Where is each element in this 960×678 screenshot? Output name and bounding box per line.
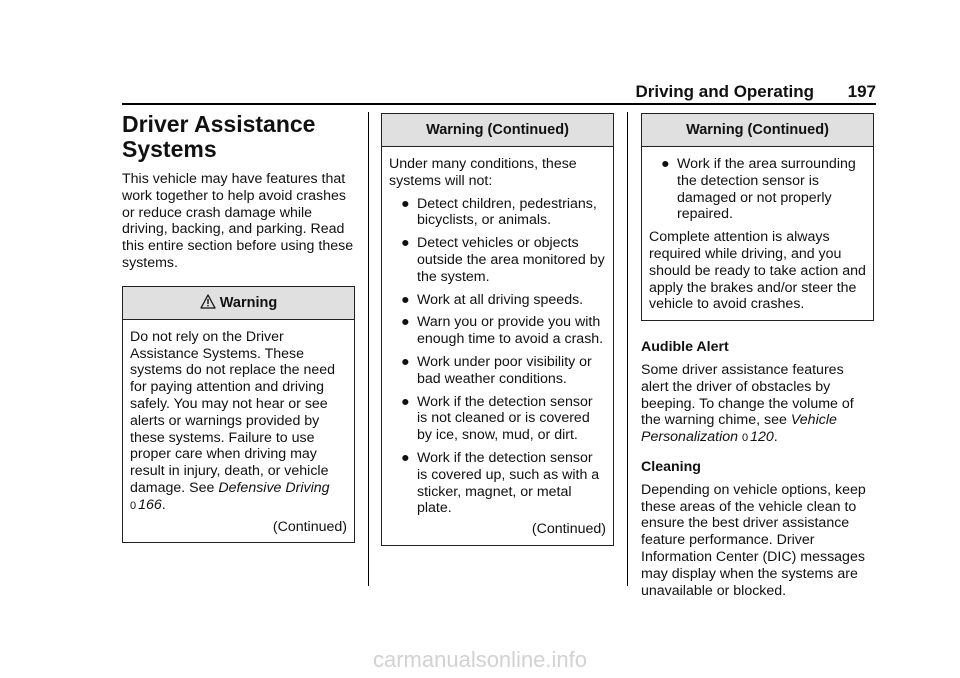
column-divider-2 bbox=[627, 112, 628, 586]
list-item: ● Detect children, pedestrians, bicyclists, or animals. bbox=[401, 195, 597, 229]
warning-continued-header-2: Warning (Continued) bbox=[642, 114, 873, 147]
warning-text: Do not rely on the Driver Assistance Systems. These systems do not replace the need for paying attention and driving safely. You may not hear or see alerts or warnings provided by these systems. Failure to use proper care when driving may result in injury, death, or vehicle damage. See Defensive Driving 0 166. bbox=[130, 328, 336, 513]
column-3 bbox=[641, 113, 874, 599]
page-reference-icon: 0 bbox=[741, 432, 749, 445]
list-item: ● Work if the area surrounding the detection sensor is damaged or not properly repaired. bbox=[661, 156, 856, 223]
warning-text-main: Do not rely on the Driver Assistance Systems. These systems do not replace the need for paying attention and driving safely. You may not hear or see alerts or warnings provided by these systems. Failure to use proper care when driving may result in injury, death, or vehicle damage. See bbox=[130, 328, 336, 496]
xref-page-120[interactable]: 120 bbox=[750, 429, 774, 446]
warning-continued-body-2 bbox=[642, 147, 873, 320]
warning-box-header bbox=[123, 287, 354, 320]
list-item: ● Work under poor visibility or bad weather conditions. bbox=[401, 353, 592, 387]
warning-continued-box bbox=[381, 113, 614, 546]
bullet-icon: ● bbox=[401, 353, 410, 370]
conditions-list-continued bbox=[649, 156, 866, 223]
warning-continued-box-2 bbox=[641, 113, 874, 321]
bullet-icon: ● bbox=[401, 291, 410, 308]
list-item: ● Warn you or provide you with enough time to avoid a crash. bbox=[401, 314, 604, 348]
column-divider-1 bbox=[368, 112, 369, 586]
bullet-icon: ● bbox=[401, 393, 410, 410]
intro-paragraph: This vehicle may have features that work together to help avoid crashes or reduce crash damage while driving, backing, and parking. Read this entire section before using these systems. bbox=[122, 171, 354, 271]
xref-page-166[interactable]: 166 bbox=[138, 496, 162, 513]
warning-heading: Warning bbox=[219, 294, 278, 311]
continued-note: (Continued) bbox=[272, 518, 347, 535]
conditions-list bbox=[389, 196, 606, 518]
column-1 bbox=[122, 112, 355, 543]
header-rule bbox=[122, 103, 876, 105]
watermark: carmanualsonline.info bbox=[372, 647, 588, 672]
list-item: ● Work if the detection sensor is covered up, such as with a sticker, magnet, or metal plate. bbox=[401, 449, 600, 517]
bullet-icon: ● bbox=[401, 314, 410, 331]
warning-icon bbox=[200, 287, 216, 319]
audible-alert-heading: Audible Alert bbox=[641, 339, 729, 356]
bullet-icon: ● bbox=[661, 156, 670, 172]
xref-defensive-driving[interactable]: Defensive Driving bbox=[218, 479, 330, 496]
list-item: ● Detect vehicles or objects outside the area monitored by the system. bbox=[401, 235, 605, 285]
page-number: 197 bbox=[847, 82, 876, 101]
column-2 bbox=[381, 113, 614, 546]
list-item: ● Work if the detection sensor is not cleaned or is covered by ice, snow, mud, or dirt. bbox=[401, 393, 593, 444]
bullet-icon: ● bbox=[401, 235, 410, 252]
audible-alert-text: Some driver assistance features alert the driver of obstacles by beeping. To change the volume of the warning chime, see Vehicle Personalization 0 120. bbox=[641, 361, 854, 446]
cleaning-heading: Cleaning bbox=[641, 458, 701, 475]
continued-note: (Continued) bbox=[531, 521, 606, 538]
list-item: ● Work at all driving speeds. bbox=[401, 291, 584, 308]
bullet-icon: ● bbox=[401, 449, 410, 466]
page-header bbox=[122, 82, 876, 103]
warning-box bbox=[122, 286, 355, 544]
warning-continued-header: Warning (Continued) bbox=[382, 114, 613, 147]
warning-continued-body bbox=[382, 147, 613, 545]
bullet-icon: ● bbox=[401, 195, 410, 212]
section-title: Driver Assistance Systems bbox=[122, 111, 316, 162]
xref-vehicle-personalization[interactable]: Vehicle Personalization bbox=[641, 412, 837, 446]
page-reference-icon: 0 bbox=[130, 499, 137, 512]
cleaning-text: Depending on vehicle options, keep these areas of the vehicle clean to ensure the best driver assistance feature performance. Driver Information Center (DIC) messages may display when the systems are unavailable or blocked. bbox=[641, 481, 866, 599]
attention-text: Complete attention is always required while driving, and you should be ready to take action and apply the brakes and/or steer the vehicle to avoid crashes. bbox=[649, 229, 866, 313]
conditions-intro: Under many conditions, these systems will not: bbox=[389, 156, 577, 189]
header-title: Driving and Operating bbox=[635, 82, 814, 101]
warning-box-body bbox=[123, 320, 354, 543]
